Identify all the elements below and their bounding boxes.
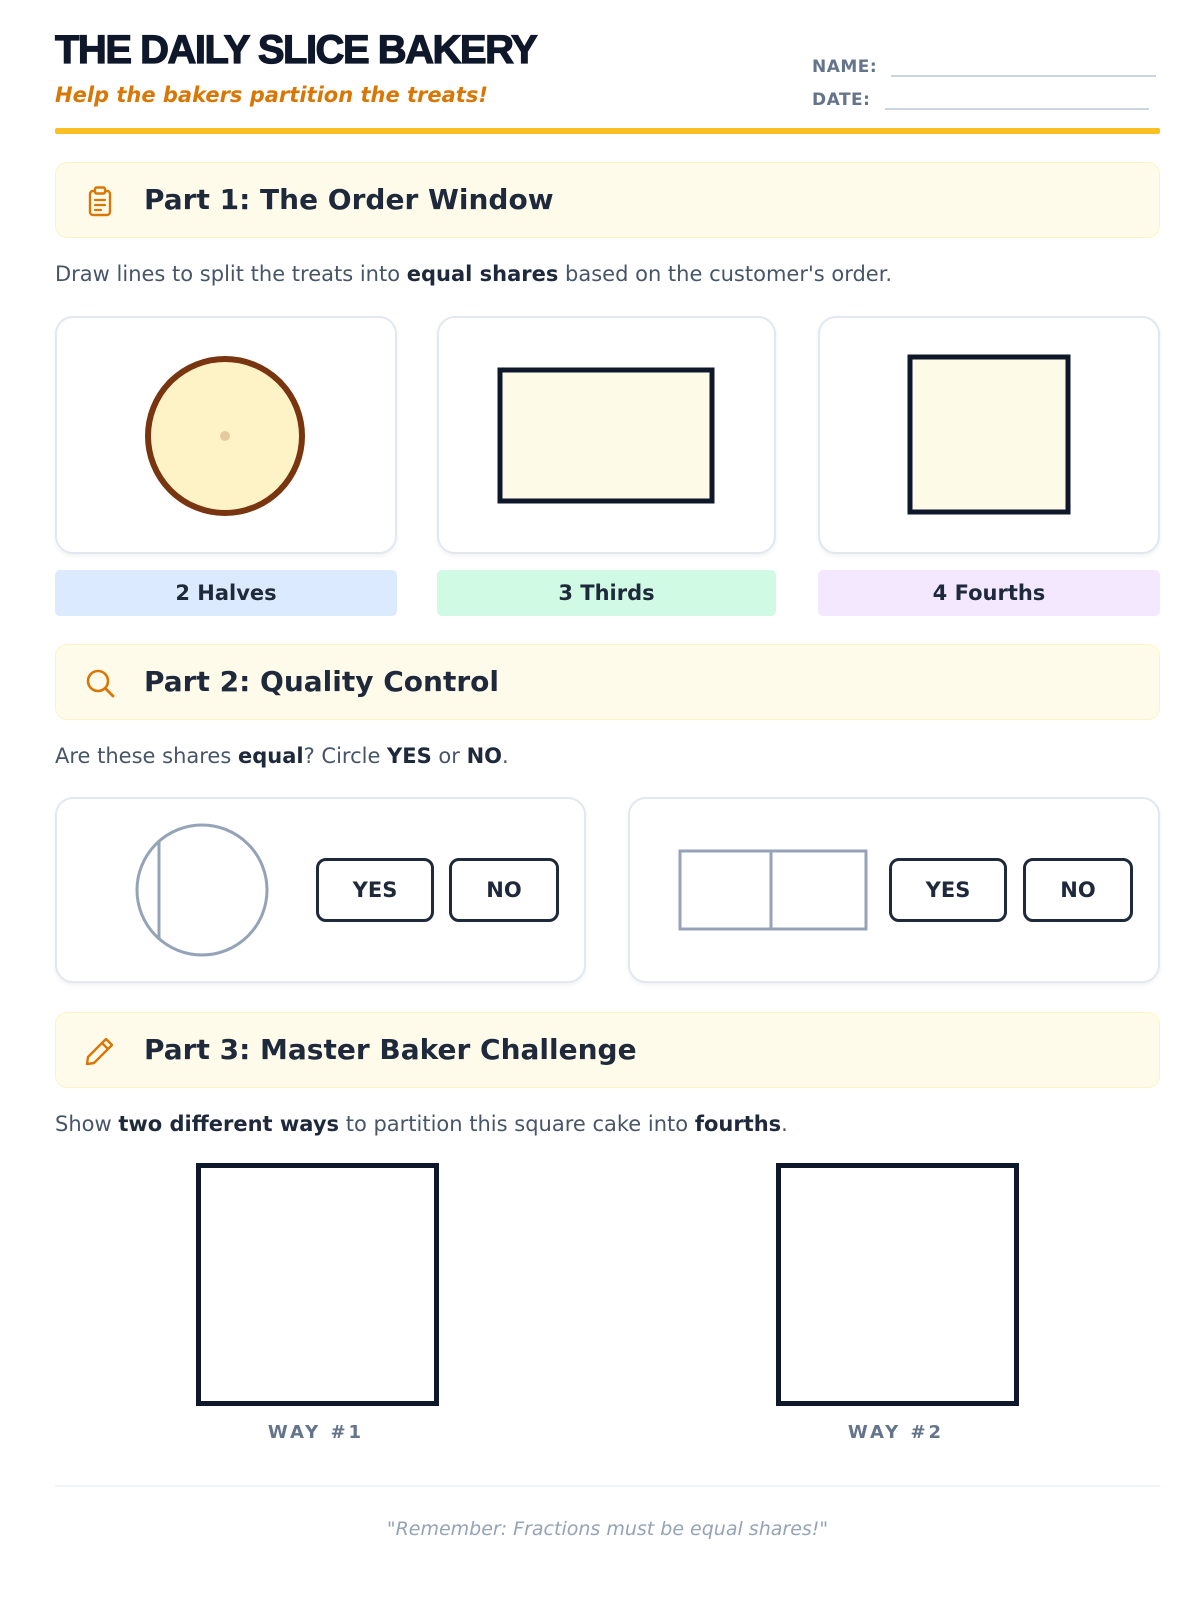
section-header-part3 <box>55 1012 1160 1088</box>
order-tag-fourths: 4 Fourths <box>818 570 1160 616</box>
drawing-square-way2[interactable] <box>776 1163 1019 1406</box>
pencil-icon <box>84 1035 116 1067</box>
date-label: DATE: <box>812 90 871 110</box>
order-card-fourths[interactable] <box>818 316 1160 554</box>
way-label-2: WAY #2 <box>847 1422 945 1443</box>
cake-shape <box>818 316 1160 554</box>
no-button[interactable]: NO <box>449 858 559 922</box>
section-header-part2 <box>55 644 1160 720</box>
no-button[interactable]: NO <box>1023 858 1133 922</box>
part2-instructions: Are these shares equal? Circle YES or NO. <box>55 744 509 768</box>
footer-divider <box>55 1485 1160 1487</box>
date-field[interactable] <box>885 108 1149 110</box>
yes-button[interactable]: YES <box>316 858 434 922</box>
quality-card-1 <box>55 797 586 983</box>
center-dot <box>220 431 230 441</box>
section-title-part2: Part 2: Quality Control <box>144 665 499 698</box>
drawing-square-way1[interactable] <box>196 1163 439 1406</box>
clipboard-icon <box>84 185 116 217</box>
order-card-thirds[interactable] <box>437 316 776 554</box>
worksheet-subtitle: Help the bakers partition the treats! <box>55 83 488 107</box>
header-divider <box>55 128 1160 134</box>
order-tag-thirds: 3 Thirds <box>437 570 776 616</box>
footer-reminder: "Remember: Fractions must be equal shares!" <box>386 1518 829 1540</box>
name-field[interactable] <box>891 75 1156 77</box>
worksheet-title: THE DAILY SLICE BAKERY <box>55 28 537 72</box>
order-card-halves[interactable] <box>55 316 397 554</box>
section-header-part1 <box>55 162 1160 238</box>
yes-button[interactable]: YES <box>889 858 1007 922</box>
part3-instructions: Show two different ways to partition this square cake into fourths. <box>55 1112 788 1136</box>
circle-unequal-split <box>117 797 287 983</box>
quality-card-2 <box>628 797 1160 983</box>
cookie-shape <box>55 316 397 554</box>
part1-instructions: Draw lines to split the treats into equal shares based on the customer's order. <box>55 262 893 286</box>
rectangle-halves <box>675 797 875 983</box>
section-title-part3: Part 3: Master Baker Challenge <box>144 1033 637 1066</box>
worksheet-header <box>55 28 1160 138</box>
search-icon <box>84 667 116 699</box>
brownie-shape <box>437 316 776 554</box>
section-title-part1: Part 1: The Order Window <box>144 183 554 216</box>
way-label-1: WAY #1 <box>267 1422 365 1443</box>
order-tag-halves: 2 Halves <box>55 570 397 616</box>
name-label: NAME: <box>812 57 878 77</box>
